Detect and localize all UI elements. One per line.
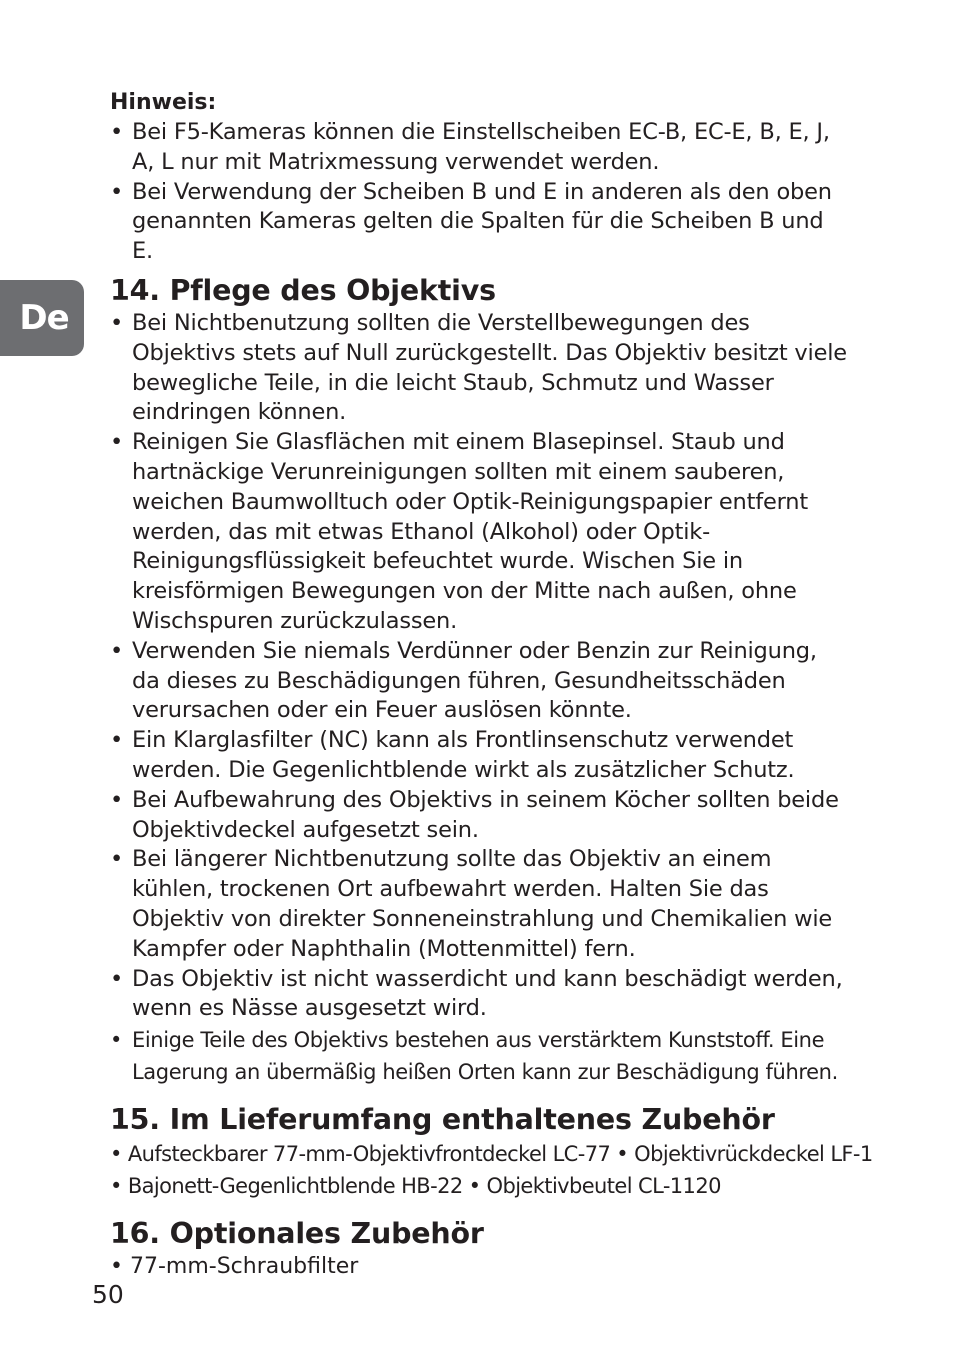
care-list-small: [110, 1024, 850, 1088]
accessory-line: • Bajonett-Gegenlichtblende HB-22 • Objektivbeutel CL-1120: [110, 1174, 721, 1199]
section-heading-15: 15. Im Lieferumfang enthaltenes Zubehör: [110, 1103, 775, 1137]
list-item: • Bei längerer Nichtbenutzung sollte das Objektiv an einem kühlen, trockenen Ort aufbewahrt werden. Halten Sie das Objektiv von direkter Sonneneinstrahlung und Chemikalien wie Kampfer oder Naphthalin (Mottenmittel) fern.: [110, 845, 850, 964]
list-item: • Bei Aufbewahrung des Objektivs in seinem Köcher sollten beide Objektivdeckel aufgesetzt sein.: [110, 786, 850, 846]
list-item: • Das Objektiv ist nicht wasserdicht und kann beschädigt werden, wenn es Nässe ausgesetzt wird.: [110, 965, 850, 1025]
page-content: [110, 88, 873, 1282]
list-item: • Reinigen Sie Glasflächen mit einem Blasepinsel. Staub und hartnäckige Verunreinigungen sollten mit einem sauberen, weichen Baumwolltuch oder Optik-Reinigungspapier entfernt werden, das mit etwas Ethanol (Alkohol) oder Optik-Reinigungsflüssigkeit befeuchtet wurde. Wischen Sie in kreisförmigen Bewegungen von der Mitte nach außen, ohne Wischspuren zurückzulassen.: [110, 428, 850, 637]
care-list: [110, 309, 850, 1024]
list-item: • Bei Verwendung der Scheiben B und E in anderen als den oben genannten Kameras gelten die Spalten für die Scheiben B und E.: [110, 178, 850, 267]
section-heading-14: 14. Pflege des Objektivs: [110, 273, 496, 307]
list-item: • Verwenden Sie niemals Verdünner oder Benzin zur Reinigung, da dieses zu Beschädigungen führen, Gesundheitsschäden verursachen oder ein Feuer auslösen könnte.: [110, 637, 850, 726]
list-item: • Bei F5-Kameras können die Einstellscheiben EC-B, EC-E, B, E, J, A, L nur mit Matrixmessung verwendet werden.: [110, 118, 850, 178]
language-tab: De: [0, 280, 84, 356]
list-item: • Einige Teile des Objektivs bestehen aus verstärktem Kunststoff. Eine Lagerung an übermäßig heißen Orten kann zur Beschädigung führen.: [110, 1024, 850, 1088]
list-item: • Bei Nichtbenutzung sollten die Verstellbewegungen des Objektivs stets auf Null zurückgestellt. Das Objektiv besitzt viele bewegliche Teile, in die leicht Staub, Schmutz und Wasser eindringen können.: [110, 309, 850, 428]
accessory-line: • Aufsteckbarer 77-mm-Objektivfrontdeckel LC-77 • Objektivrückdeckel LF-1: [110, 1142, 873, 1167]
optional-accessory-line: • 77-mm-Schraubfilter: [110, 1254, 359, 1280]
section-heading-16: 16. Optionales Zubehör: [110, 1217, 484, 1251]
page-number: 50: [92, 1280, 124, 1309]
list-item: • Ein Klarglasfilter (NC) kann als Frontlinsenschutz verwendet werden. Die Gegenlichtblende wirkt als zusätzlicher Schutz.: [110, 726, 850, 786]
note-list: [110, 118, 850, 267]
note-title: Hinweis:: [110, 90, 217, 115]
